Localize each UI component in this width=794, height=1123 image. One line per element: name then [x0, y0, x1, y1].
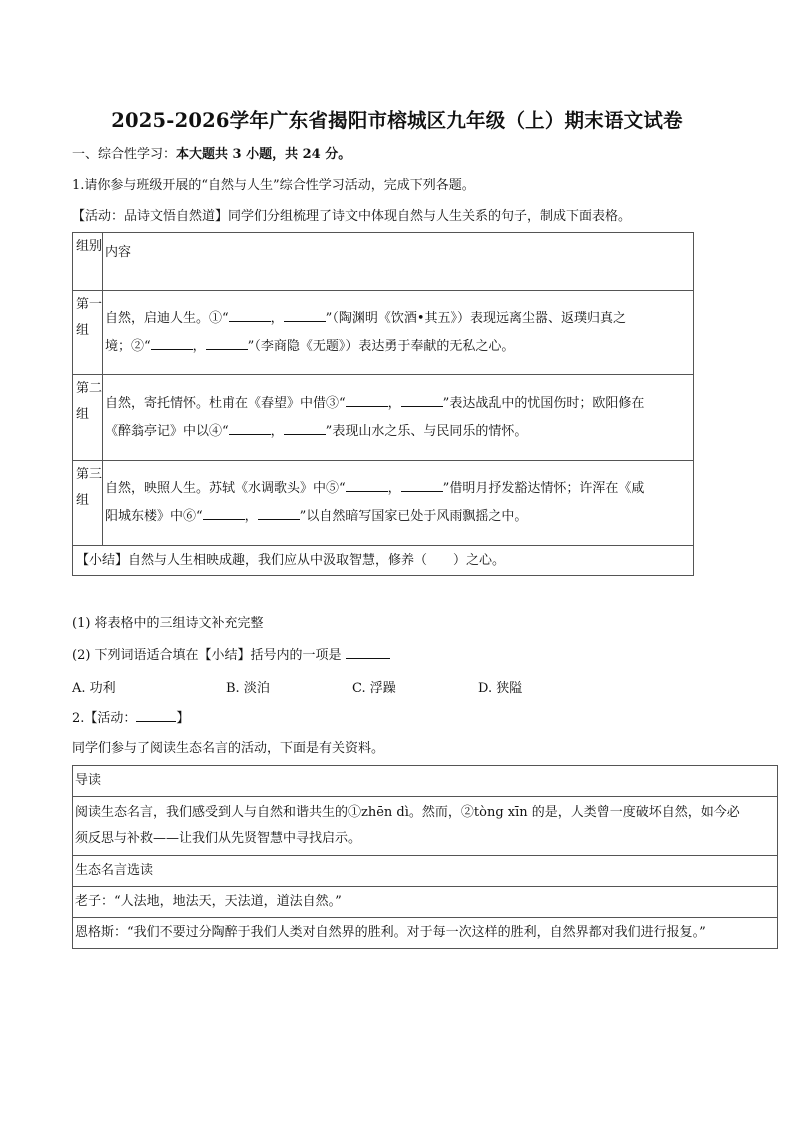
page-title: 2025-2026学年广东省揭阳市榕城区九年级（上）期末语文试卷	[111, 109, 683, 132]
blank-5b[interactable]	[401, 479, 443, 492]
blank-2b[interactable]	[206, 337, 248, 350]
quotes-heading: 生态名言选读	[73, 856, 778, 887]
blank-5a[interactable]	[346, 479, 388, 492]
blank-1b[interactable]	[284, 309, 326, 322]
activity-description: 【活动：品诗文悟自然道】同学们分组梳理了诗文中体现自然与人生关系的句子，制成下面表格。	[72, 209, 632, 224]
guide-text: 阅读生态名言，我们感受到人与自然和谐共生的①zhēn dì。然而，②tòng xīn 的是，人类曾一度破坏自然，如今必 须反思与补救——让我们从先贤智慧中寻找启示。	[73, 797, 778, 856]
table-row	[73, 461, 694, 546]
blank-6a[interactable]	[203, 507, 245, 520]
table-header-row	[73, 233, 694, 291]
section-heading	[72, 146, 351, 163]
group-1-label: 第一组	[73, 291, 103, 375]
blank-1a[interactable]	[229, 309, 271, 322]
table-row	[73, 291, 694, 375]
poetry-table	[72, 232, 694, 576]
option-a[interactable]: A. 功利	[72, 681, 116, 696]
group-2-label: 第二组	[73, 375, 103, 461]
question-2-intro: 同学们参与了阅读生态名言的活动，下面是有关资料。	[72, 741, 385, 756]
sub-question-2: (2) 下列词语适合填在【小结】括号内的一项是	[72, 646, 390, 664]
quote-laozi: 老子：“人法地，地法天，天法道，道法自然。”	[73, 887, 778, 918]
section-desc: 本大题共 3 小题，共 24 分。	[176, 147, 352, 162]
guide-heading: 导读	[73, 766, 778, 797]
option-b[interactable]: B. 淡泊	[226, 681, 270, 696]
option-c[interactable]: C. 浮躁	[352, 681, 396, 696]
section-label: 一、综合性学习：	[72, 147, 177, 162]
table-row	[73, 887, 778, 918]
blank-4a[interactable]	[229, 422, 271, 435]
blank-2a[interactable]	[151, 337, 193, 350]
group-1-content: 自然，启迪人生。①“ ， ”（陶渊明《饮酒•其五》）表现远离尘嚣、返璞归真之 境；②“ ， ”（李商隐《无题》）表达勇于奉献的无私之心。	[103, 291, 694, 375]
question-2-heading: 2.【活动： 】	[72, 711, 190, 726]
group-3-label: 第三组	[73, 461, 103, 546]
blank-3a[interactable]	[346, 394, 388, 407]
table-row	[73, 797, 778, 856]
blank-3b[interactable]	[401, 394, 443, 407]
blank-4b[interactable]	[284, 422, 326, 435]
table-summary-row	[73, 546, 694, 576]
sub-question-1: (1) 将表格中的三组诗文补充完整	[72, 616, 264, 631]
table-row	[73, 856, 778, 887]
header-content-label: 内容	[103, 233, 694, 291]
header-group-label: 组别	[73, 233, 103, 291]
answer-blank[interactable]	[346, 646, 390, 659]
activity-name-blank[interactable]	[136, 709, 176, 722]
blank-6b[interactable]	[258, 507, 300, 520]
table-row	[73, 375, 694, 461]
group-2-content: 自然，寄托情怀。杜甫在《春望》中借③“ ， ”表达战乱中的忧国伤时；欧阳修在 《醉翁亭记》中以④“ ， ”表现山水之乐、与民同乐的情怀。	[103, 375, 694, 461]
table-row	[73, 918, 778, 949]
summary-text: 【小结】自然与人生相映成趣，我们应从中汲取智慧，修养（ ）之心。	[73, 546, 694, 576]
option-d[interactable]: D. 狭隘	[478, 681, 523, 696]
question-1-intro: 1.请你参与班级开展的“自然与人生”综合性学习活动，完成下列各题。	[72, 178, 475, 193]
eco-quotes-table	[72, 765, 778, 949]
quote-engels: 恩格斯：“我们不要过分陶醉于我们人类对自然界的胜利。对于每一次这样的胜利，自然界都对我们进行报复。”	[73, 918, 778, 949]
group-3-content: 自然，映照人生。苏轼《水调歌头》中⑤“ ， ”借明月抒发豁达情怀；许浑在《咸 阳城东楼》中⑥“ ， ”以自然暗写国家已处于风雨飘摇之中。	[103, 461, 694, 546]
table-row	[73, 766, 778, 797]
